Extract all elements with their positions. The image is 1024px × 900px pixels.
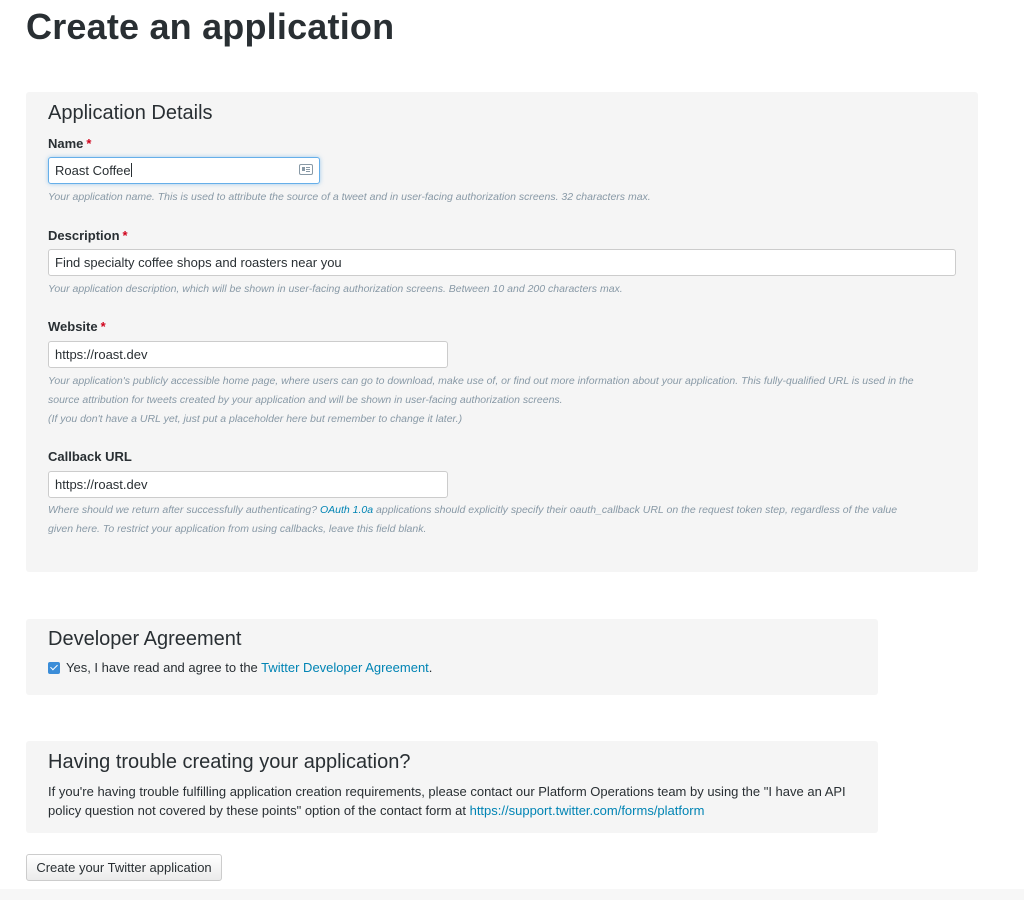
developer-agreement-link[interactable]: Twitter Developer Agreement xyxy=(261,660,429,675)
callback-url-label: Callback URL xyxy=(48,449,132,464)
website-required-mark: * xyxy=(100,319,106,334)
callback-help-line-2: given here. To restrict your application from using callbacks, leave this field blank. xyxy=(48,523,427,535)
website-label xyxy=(48,319,106,334)
name-input-value: Roast Coffee xyxy=(55,163,131,178)
callback-help-after: applications should explicitly specify their oauth_callback URL on the request token step, regardless of the value xyxy=(373,504,898,516)
website-input[interactable] xyxy=(48,341,448,368)
page-title: Create an application xyxy=(26,6,395,47)
developer-agreement-panel xyxy=(26,619,878,695)
application-details-heading: Application Details xyxy=(48,102,213,124)
application-details-panel xyxy=(26,92,978,572)
agreement-text-before: Yes, I have read and agree to the xyxy=(66,660,262,675)
website-help-line-2: source attribution for tweets created by your application and will be shown in user-facing authorization screens. xyxy=(48,394,563,406)
description-help-text: Your application description, which will be shown in user-facing authorization screens. Between 10 and 200 characters max. xyxy=(48,283,623,295)
name-label-text: Name xyxy=(48,136,84,151)
description-input[interactable] xyxy=(48,249,956,276)
website-help-line-1: Your application's publicly accessible home page, where users can go to download, make use of, or find out more information about your application. This fully-qualified URL is used in the xyxy=(48,375,914,387)
callback-help-line-1 xyxy=(48,501,968,520)
agreement-text-after: . xyxy=(428,660,433,675)
contact-card-icon[interactable] xyxy=(299,164,313,175)
website-help-text xyxy=(48,372,968,429)
website-input-value: https://roast.dev xyxy=(55,347,148,362)
website-help-line-3: (If you don't have a URL yet, just put a placeholder here but remember to change it later.) xyxy=(48,413,463,425)
callback-help-before: Where should we return after successfully authenticating? xyxy=(48,504,320,516)
developer-agreement-heading: Developer Agreement xyxy=(48,628,242,650)
website-label-text: Website xyxy=(48,319,98,334)
trouble-line-2-text: policy question not covered by these points" option of the contact form at xyxy=(48,803,470,818)
footer-strip xyxy=(0,889,1024,900)
name-label xyxy=(48,136,91,151)
callback-help-text xyxy=(48,501,968,539)
description-required-mark: * xyxy=(122,228,128,243)
trouble-text xyxy=(48,782,868,820)
oauth-link[interactable]: OAuth 1.0a xyxy=(319,504,374,516)
description-label-text: Description xyxy=(48,228,120,243)
trouble-line-1: If you're having trouble fulfilling application creation requirements, please contact our Platform Operations team by using the "I have an API xyxy=(48,784,846,799)
callback-url-input[interactable] xyxy=(48,471,448,498)
name-help-text: Your application name. This is used to attribute the source of a tweet and in user-facing authorization screens. 32 characters max. xyxy=(48,191,651,203)
text-caret xyxy=(131,163,132,177)
callback-url-input-value: https://roast.dev xyxy=(55,477,148,492)
description-label xyxy=(48,228,128,243)
trouble-heading: Having trouble creating your application? xyxy=(48,751,411,773)
create-application-button[interactable]: Create your Twitter application xyxy=(26,854,222,881)
agreement-text xyxy=(66,658,432,677)
agreement-checkbox[interactable] xyxy=(48,662,60,674)
trouble-line-2 xyxy=(48,801,868,820)
description-input-value: Find specialty coffee shops and roasters near you xyxy=(55,255,342,270)
support-form-link[interactable]: https://support.twitter.com/forms/platform xyxy=(469,803,705,818)
name-input[interactable] xyxy=(48,157,320,184)
name-required-mark: * xyxy=(86,136,92,151)
trouble-panel xyxy=(26,741,878,833)
